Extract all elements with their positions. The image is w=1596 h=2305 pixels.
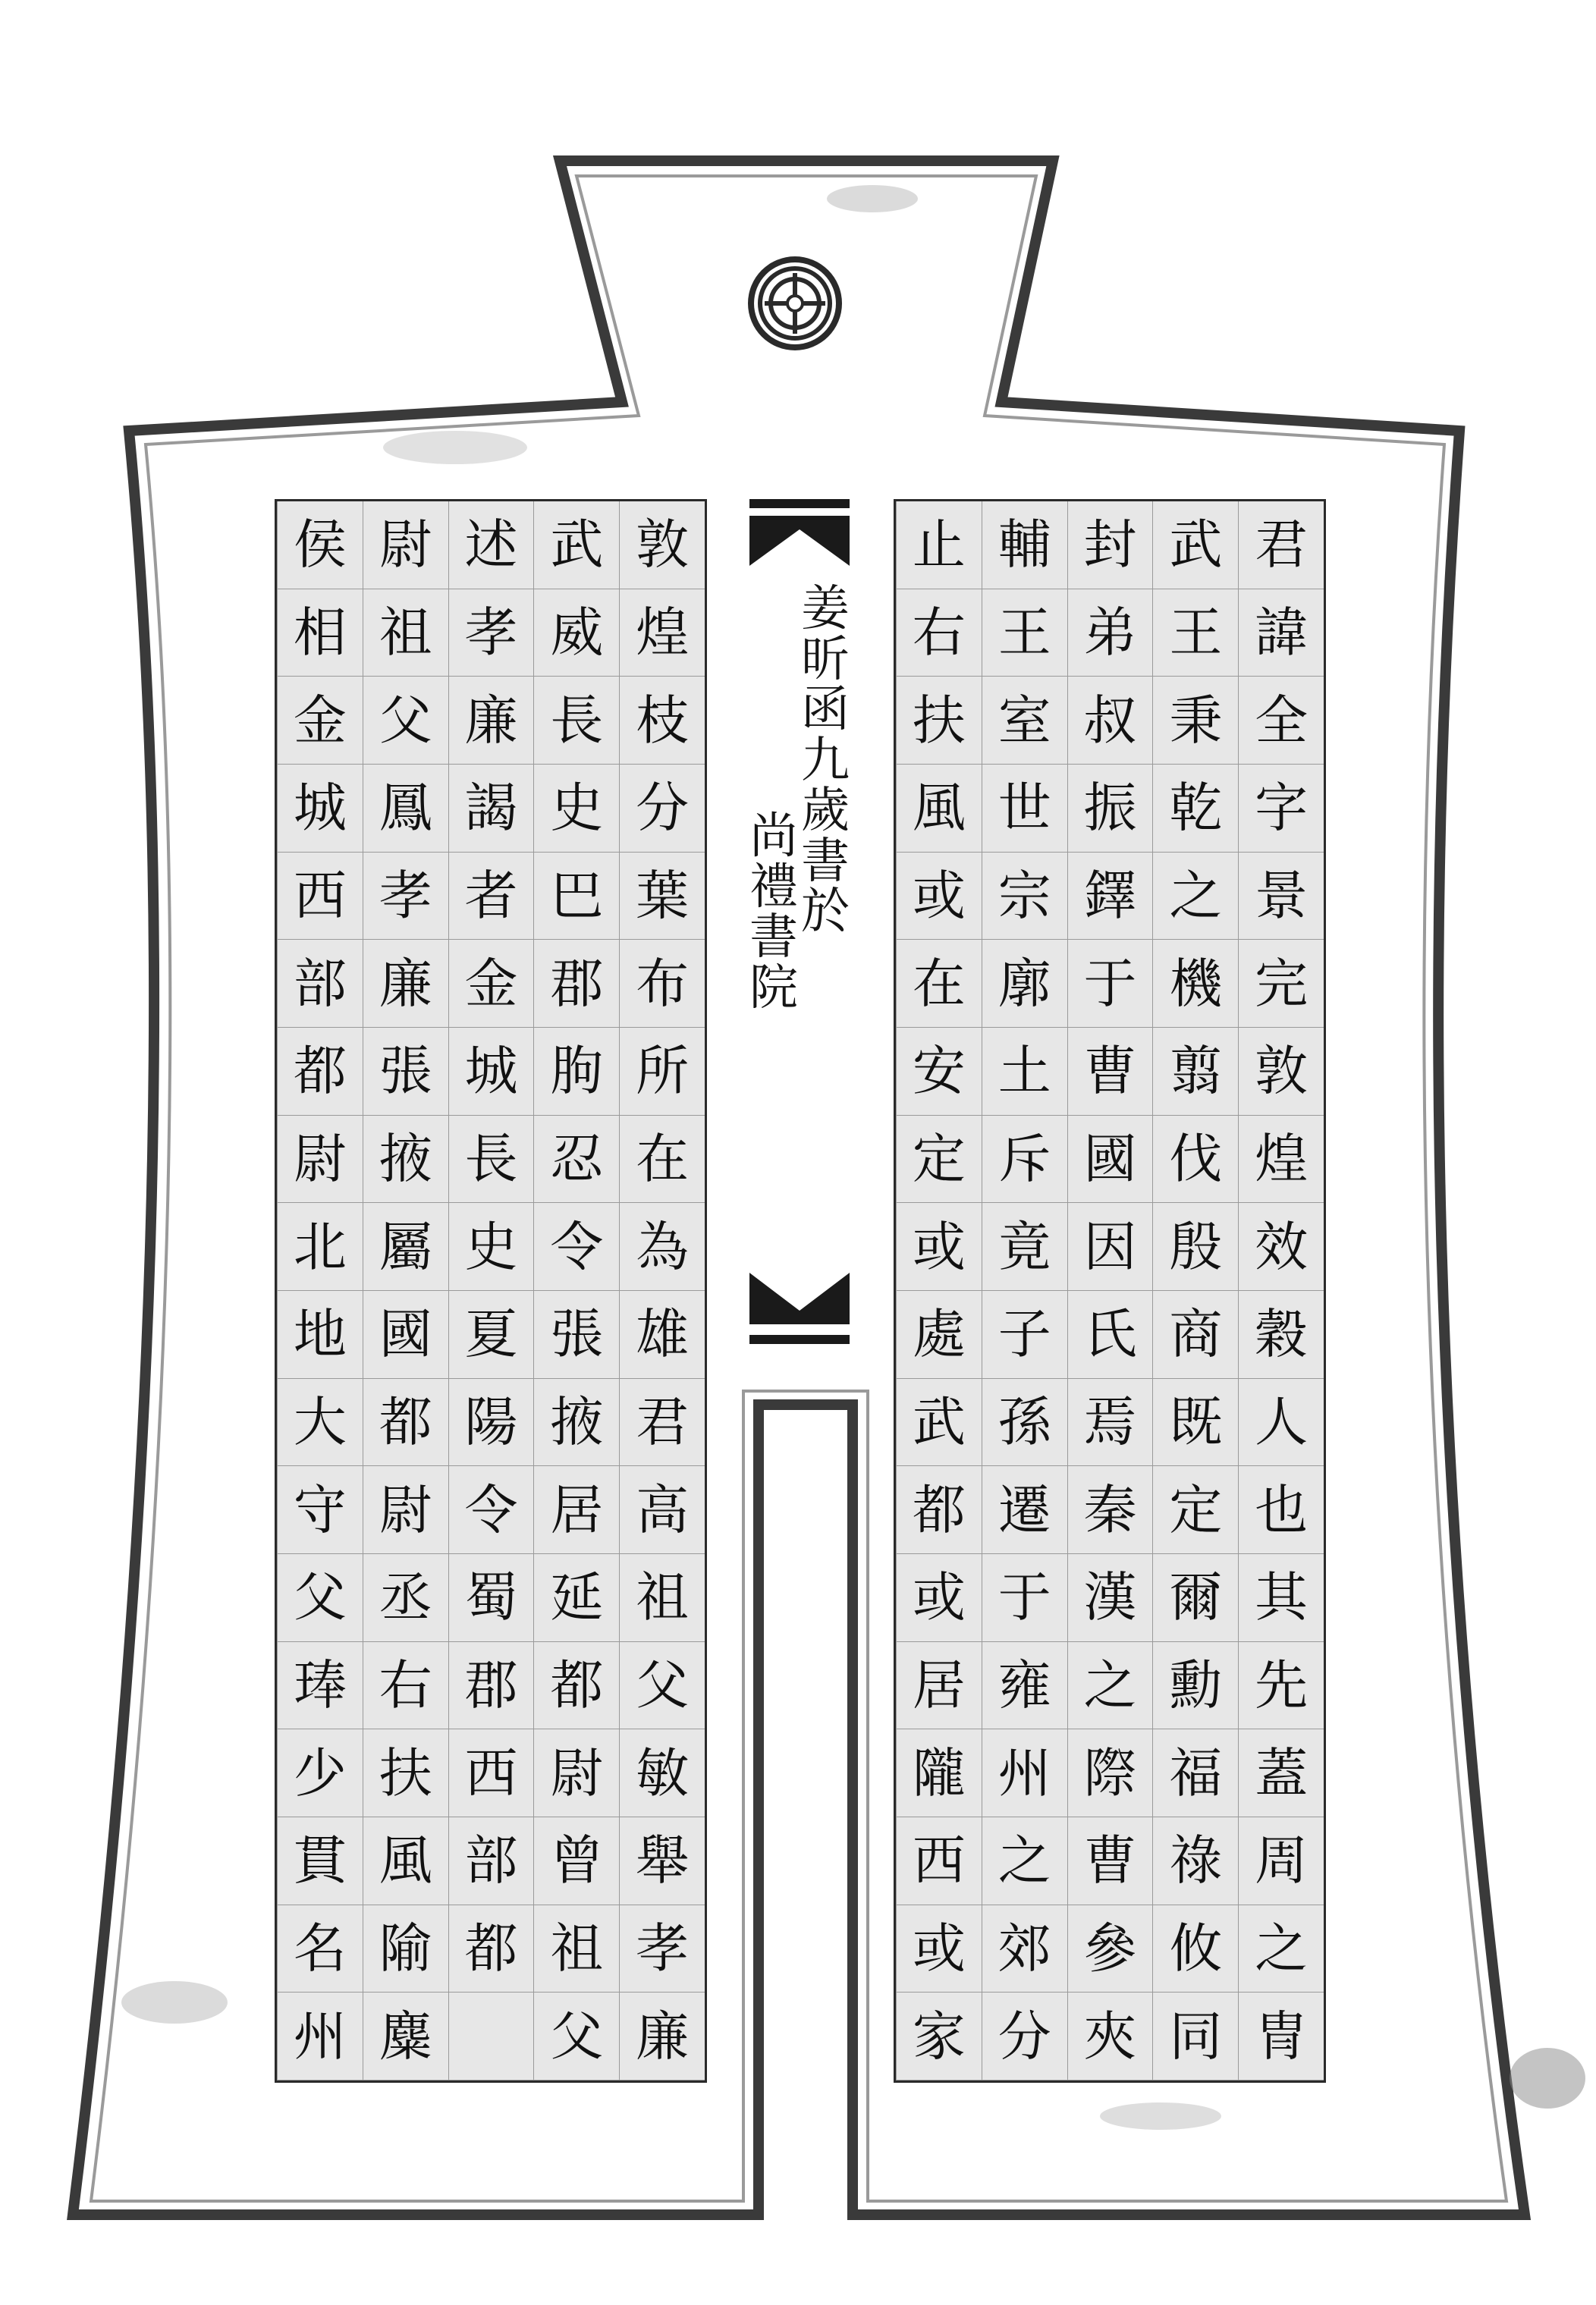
char-cell: 部 <box>448 1817 534 1905</box>
char-cell: 父 <box>533 1993 619 2080</box>
char-cell: 攸 <box>1152 1905 1238 1993</box>
char-cell: 敦 <box>619 501 705 589</box>
char-cell: 既 <box>1152 1379 1238 1467</box>
char-cell: 雍 <box>982 1642 1067 1730</box>
char-cell: 陽 <box>448 1379 534 1467</box>
inscription-char: 院 <box>749 959 798 1016</box>
char-cell: 翦 <box>1152 1028 1238 1116</box>
char-cell: 居 <box>896 1642 982 1730</box>
char-cell: 定 <box>896 1116 982 1204</box>
char-cell: 或 <box>896 1905 982 1993</box>
char-cell: 家 <box>896 1993 982 2080</box>
char-cell: 止 <box>896 501 982 589</box>
char-cell: 城 <box>448 1028 534 1116</box>
char-cell: 名 <box>277 1905 363 1993</box>
char-cell: 秉 <box>1152 677 1238 765</box>
char-cell: 封 <box>1067 501 1153 589</box>
char-cell: 史 <box>448 1203 534 1291</box>
char-cell: 福 <box>1152 1729 1238 1817</box>
char-cell: 廉 <box>619 1993 705 2080</box>
char-cell: 在 <box>896 940 982 1028</box>
char-cell: 參 <box>1067 1905 1153 1993</box>
char-cell: 效 <box>1238 1203 1324 1291</box>
char-cell: 國 <box>363 1291 448 1379</box>
char-cell: 令 <box>533 1203 619 1291</box>
char-cell: 所 <box>619 1028 705 1116</box>
char-cell: 周 <box>1238 1817 1324 1905</box>
char-cell: 之 <box>1152 853 1238 941</box>
char-cell: 夏 <box>448 1291 534 1379</box>
char-cell: 際 <box>1067 1729 1153 1817</box>
char-cell: 州 <box>982 1729 1067 1817</box>
char-cell: 祖 <box>363 589 448 677</box>
char-cell: 西 <box>277 853 363 941</box>
char-cell: 掖 <box>363 1116 448 1204</box>
smudge <box>1100 2102 1221 2130</box>
char-cell: 居 <box>533 1466 619 1554</box>
char-cell: 金 <box>277 677 363 765</box>
char-cell: 穀 <box>1238 1291 1324 1379</box>
char-cell: 屬 <box>363 1203 448 1291</box>
char-cell: 右 <box>363 1642 448 1730</box>
char-cell: 少 <box>277 1729 363 1817</box>
char-cell: 尉 <box>363 1466 448 1554</box>
smudge <box>1510 2048 1585 2109</box>
bottom-chevron-mark-icon <box>749 1264 850 1347</box>
char-cell: 叔 <box>1067 677 1153 765</box>
char-cell: 商 <box>1152 1291 1238 1379</box>
char-cell: 爾 <box>1152 1554 1238 1642</box>
char-cell: 完 <box>1238 940 1324 1028</box>
inscription-char: 於 <box>801 884 850 941</box>
char-cell: 父 <box>363 677 448 765</box>
char-cell: 分 <box>619 765 705 853</box>
char-cell: 地 <box>277 1291 363 1379</box>
char-cell: 丞 <box>363 1554 448 1642</box>
char-cell: 孫 <box>982 1379 1067 1467</box>
inscription-char: 昕 <box>801 631 850 688</box>
char-cell: 焉 <box>1067 1379 1153 1467</box>
char-cell: 風 <box>363 1817 448 1905</box>
smudge <box>827 185 918 212</box>
char-cell: 之 <box>982 1817 1067 1905</box>
char-cell: 之 <box>1067 1642 1153 1730</box>
char-cell: 煌 <box>619 589 705 677</box>
char-cell: 孝 <box>619 1905 705 1993</box>
round-seal-icon <box>742 250 848 356</box>
char-cell <box>448 1993 534 2080</box>
char-cell: 于 <box>1067 940 1153 1028</box>
char-cell: 之 <box>1238 1905 1324 1993</box>
char-cell: 氏 <box>1067 1291 1153 1379</box>
char-cell: 因 <box>1067 1203 1153 1291</box>
char-cell: 機 <box>1152 940 1238 1028</box>
char-cell: 字 <box>1238 765 1324 853</box>
char-cell: 父 <box>277 1554 363 1642</box>
char-cell: 琫 <box>277 1642 363 1730</box>
char-cell: 鳳 <box>363 765 448 853</box>
char-cell: 郡 <box>448 1642 534 1730</box>
char-cell: 鐸 <box>1067 853 1153 941</box>
char-cell: 或 <box>896 853 982 941</box>
char-cell: 部 <box>277 940 363 1028</box>
char-cell: 述 <box>448 501 534 589</box>
char-cell: 分 <box>982 1993 1067 2080</box>
char-cell: 輔 <box>982 501 1067 589</box>
char-cell: 大 <box>277 1379 363 1467</box>
char-cell: 祿 <box>1152 1817 1238 1905</box>
char-cell: 敏 <box>619 1729 705 1817</box>
char-cell: 都 <box>896 1466 982 1554</box>
char-cell: 相 <box>277 589 363 677</box>
inscription-char: 函 <box>801 682 850 739</box>
char-cell: 隃 <box>363 1905 448 1993</box>
char-cell: 人 <box>1238 1379 1324 1467</box>
char-cell: 尉 <box>533 1729 619 1817</box>
char-cell: 州 <box>277 1993 363 2080</box>
smudge <box>383 431 527 464</box>
char-cell: 漢 <box>1067 1554 1153 1642</box>
char-cell: 麋 <box>363 1993 448 2080</box>
char-cell: 威 <box>533 589 619 677</box>
char-cell: 朐 <box>533 1028 619 1116</box>
char-cell: 冑 <box>1238 1993 1324 2080</box>
char-cell: 延 <box>533 1554 619 1642</box>
char-cell: 令 <box>448 1466 534 1554</box>
char-cell: 諱 <box>1238 589 1324 677</box>
char-cell: 勳 <box>1152 1642 1238 1730</box>
char-cell: 敦 <box>1238 1028 1324 1116</box>
inscription-char: 姜 <box>801 581 850 637</box>
char-cell: 于 <box>982 1554 1067 1642</box>
char-cell: 城 <box>277 765 363 853</box>
char-cell: 右 <box>896 589 982 677</box>
char-cell: 蓋 <box>1238 1729 1324 1817</box>
char-cell: 王 <box>982 589 1067 677</box>
char-cell: 同 <box>1152 1993 1238 2080</box>
char-cell: 金 <box>448 940 534 1028</box>
char-cell: 祖 <box>619 1554 705 1642</box>
char-cell: 父 <box>619 1642 705 1730</box>
char-cell: 國 <box>1067 1116 1153 1204</box>
char-cell: 室 <box>982 677 1067 765</box>
char-cell: 竟 <box>982 1203 1067 1291</box>
inscription-char: 書 <box>801 833 850 890</box>
right-calligraphy-grid <box>894 499 1326 2083</box>
char-cell: 或 <box>896 1554 982 1642</box>
inscription-column <box>749 809 798 1264</box>
char-cell: 舉 <box>619 1817 705 1905</box>
inscription-char: 禮 <box>749 859 798 915</box>
inscription-column <box>801 581 850 1264</box>
char-cell: 廓 <box>982 940 1067 1028</box>
char-cell: 廉 <box>448 677 534 765</box>
char-cell: 西 <box>448 1729 534 1817</box>
char-cell: 長 <box>448 1116 534 1204</box>
char-cell: 全 <box>1238 677 1324 765</box>
inscription-char: 歲 <box>801 783 850 840</box>
char-cell: 忍 <box>533 1116 619 1204</box>
char-cell: 枝 <box>619 677 705 765</box>
char-cell: 世 <box>982 765 1067 853</box>
char-cell: 伐 <box>1152 1116 1238 1204</box>
char-cell: 王 <box>1152 589 1238 677</box>
char-cell: 曹 <box>1067 1028 1153 1116</box>
char-cell: 曹 <box>1067 1817 1153 1905</box>
char-cell: 高 <box>619 1466 705 1554</box>
char-cell: 張 <box>363 1028 448 1116</box>
char-cell: 尉 <box>363 501 448 589</box>
char-cell: 處 <box>896 1291 982 1379</box>
char-cell: 雄 <box>619 1291 705 1379</box>
char-cell: 孝 <box>448 589 534 677</box>
char-cell: 侯 <box>277 501 363 589</box>
char-cell: 景 <box>1238 853 1324 941</box>
char-cell: 都 <box>533 1642 619 1730</box>
inscription-char: 書 <box>749 909 798 966</box>
char-cell: 或 <box>896 1203 982 1291</box>
char-cell: 為 <box>619 1203 705 1291</box>
top-chevron-mark-icon <box>749 499 850 583</box>
char-cell: 君 <box>619 1379 705 1467</box>
char-cell: 都 <box>363 1379 448 1467</box>
char-cell: 武 <box>533 501 619 589</box>
char-cell: 孝 <box>363 853 448 941</box>
char-cell: 郡 <box>533 940 619 1028</box>
char-cell: 長 <box>533 677 619 765</box>
char-cell: 守 <box>277 1466 363 1554</box>
char-cell: 北 <box>277 1203 363 1291</box>
artist-inscription <box>749 581 850 1264</box>
char-cell: 也 <box>1238 1466 1324 1554</box>
char-cell: 西 <box>896 1817 982 1905</box>
char-cell: 都 <box>448 1905 534 1993</box>
inscription-char: 九 <box>801 732 850 789</box>
char-cell: 謁 <box>448 765 534 853</box>
char-cell: 武 <box>896 1379 982 1467</box>
left-calligraphy-grid <box>275 499 707 2083</box>
char-cell: 秦 <box>1067 1466 1153 1554</box>
char-cell: 夾 <box>1067 1993 1153 2080</box>
char-cell: 武 <box>1152 501 1238 589</box>
char-cell: 安 <box>896 1028 982 1116</box>
char-cell: 乾 <box>1152 765 1238 853</box>
char-cell: 君 <box>1238 501 1324 589</box>
char-cell: 斥 <box>982 1116 1067 1204</box>
char-cell: 貫 <box>277 1817 363 1905</box>
char-cell: 風 <box>896 765 982 853</box>
char-cell: 定 <box>1152 1466 1238 1554</box>
char-cell: 隴 <box>896 1729 982 1817</box>
char-cell: 土 <box>982 1028 1067 1116</box>
char-cell: 宗 <box>982 853 1067 941</box>
char-cell: 煌 <box>1238 1116 1324 1204</box>
char-cell: 弟 <box>1067 589 1153 677</box>
char-cell: 遷 <box>982 1466 1067 1554</box>
char-cell: 蜀 <box>448 1554 534 1642</box>
char-cell: 郊 <box>982 1905 1067 1993</box>
char-cell: 史 <box>533 765 619 853</box>
char-cell: 扶 <box>896 677 982 765</box>
char-cell: 先 <box>1238 1642 1324 1730</box>
center-inscription-panel <box>749 499 850 1349</box>
char-cell: 張 <box>533 1291 619 1379</box>
char-cell: 祖 <box>533 1905 619 1993</box>
char-cell: 布 <box>619 940 705 1028</box>
char-cell: 葉 <box>619 853 705 941</box>
char-cell: 子 <box>982 1291 1067 1379</box>
char-cell: 都 <box>277 1028 363 1116</box>
inscription-char: 尚 <box>749 809 798 865</box>
char-cell: 巴 <box>533 853 619 941</box>
smudge <box>121 1981 228 2024</box>
char-cell: 掖 <box>533 1379 619 1467</box>
char-cell: 廉 <box>363 940 448 1028</box>
char-cell: 在 <box>619 1116 705 1204</box>
char-cell: 者 <box>448 853 534 941</box>
char-cell: 振 <box>1067 765 1153 853</box>
char-cell: 尉 <box>277 1116 363 1204</box>
char-cell: 殷 <box>1152 1203 1238 1291</box>
char-cell: 扶 <box>363 1729 448 1817</box>
char-cell: 其 <box>1238 1554 1324 1642</box>
char-cell: 曾 <box>533 1817 619 1905</box>
